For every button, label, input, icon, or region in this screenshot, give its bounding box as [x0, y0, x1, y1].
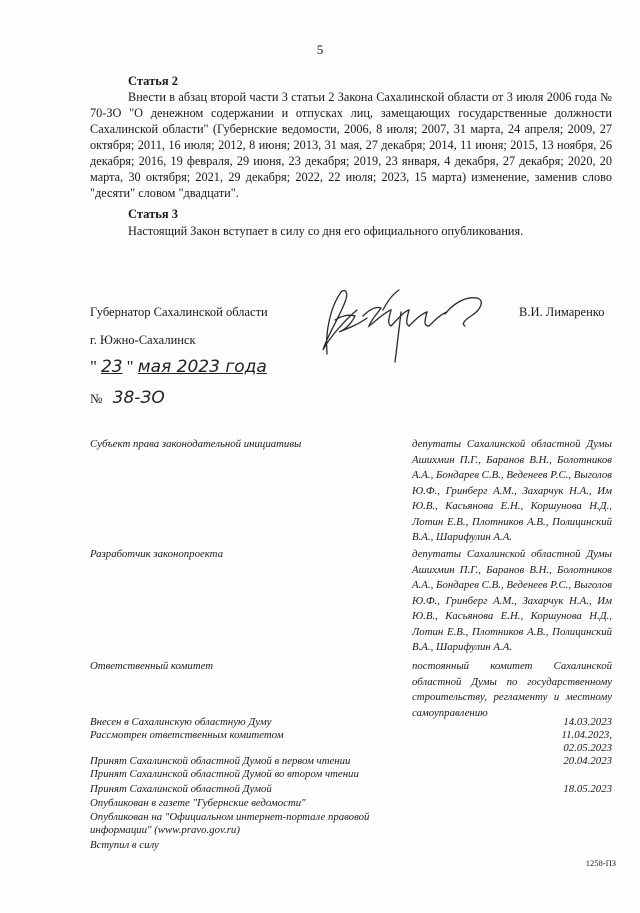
registry-row — [90, 811, 430, 836]
signing-city: г. Южно-Сахалинск — [90, 333, 196, 347]
registry-label: Внесен в Сахалинскую областную Думу — [90, 716, 272, 728]
date-close-quote: " — [126, 357, 134, 376]
registry-label: Рассмотрен ответственным комитетом — [90, 729, 284, 741]
document-code: 1258-ПЗ — [585, 858, 616, 868]
registry-label: Принят Сахалинской областной Думой в первом чтении — [90, 755, 351, 767]
article-3-text: Настоящий Закон вступает в силу со дня его официального опубликования. — [128, 224, 524, 238]
article-2-heading: Статья 2 — [128, 74, 178, 88]
number-label: № — [90, 391, 103, 406]
article-2-text: Внести в абзац второй части 3 статьи 2 Закона Сахалинской области от 3 июля 2006 года № 70-ЗО "О денежном содержании и отпусках лиц, замещающих государственные должности Сахалинской области" (Губернские ведомости, 2006, 8 июля; 2007, 31 марта, 24 апреля; 2009, 27 октября; 2011, 16 июля; 2012, 8 июня; 2013, 31 мая, 27 декабря; 2014, 11 июня; 2015, 13 ноября, 26 декабря; 2016, 19 февраля, 29 июня, 23 декабря; 2019, 23 января, 4 декабря, 27 декабря; 2020, 20 марта, 30 октября; 2021, 29 декабря; 2022, 22 июля; 2023, 15 марта) изменение, заменив слово "десяти" словом "двадцати". — [90, 90, 612, 200]
registry-value: 20.04.2023 — [563, 755, 612, 767]
registry-row — [90, 755, 612, 768]
date-month-year: мая 2023 года — [137, 357, 267, 377]
registry-row — [90, 839, 612, 852]
committee-value: постоянный комитет Сахалинской областной Думы по государственному строительству, регламенту и местному самоуправлению — [412, 660, 612, 719]
registry-row — [90, 768, 612, 781]
date-open-quote: " — [90, 357, 97, 376]
registry-value: 14.03.2023 — [563, 716, 612, 728]
developer-value: депутаты Сахалинской областной Думы Ашихмин П.Г., Баранов В.Н., Болотников А.А., Бондарев С.В., Веденеев Р.С., Выголов Ю.Ф., Гринберг А.М., Захарчук Н.А., Им Ю.В., Касьянова Е.Н., Коршунова Н.Д., Лотин Е.В., Плотников А.В., Полицинский В.А., Шарифулин А.А. — [412, 548, 612, 653]
committee-label: Ответственный комитет — [90, 660, 214, 672]
registry-value: 11.04.2023, 02.05.2023 — [561, 729, 612, 754]
registry-row — [90, 783, 612, 796]
signer-name: В.И. Лимаренко — [519, 305, 605, 319]
handwritten-signature — [305, 280, 495, 372]
initiative-subject-value: депутаты Сахалинской областной Думы Ашихмин П.Г., Баранов В.Н., Болотников А.А., Бондарев С.В., Веденеев Р.С., Выголов Ю.Ф., Гринберг А.М., Захарчук Н.А., Им Ю.В., Касьянова Е.Н., Коршунова Н.Д., Лотин Е.В., Плотников А.В., Полицинский В.А., Шарифулин А.А. — [412, 438, 612, 543]
registry-label: Опубликован на "Официальном интернет-портале правовой информации" (www.pravo.gov.ru) — [90, 811, 370, 836]
number-value: 38-ЗО — [112, 388, 165, 408]
date-day: 23 — [100, 357, 123, 377]
registry-value: 18.05.2023 — [563, 783, 612, 795]
article-3-heading: Статья 3 — [128, 207, 178, 221]
page-number: 5 — [316, 42, 324, 57]
registry-row — [90, 716, 612, 729]
registry-label: Вступил в силу — [90, 839, 159, 851]
signer-position: Губернатор Сахалинской области — [90, 305, 268, 319]
registry-label: Опубликован в газете "Губернские ведомости" — [90, 797, 306, 809]
registry-label: Принят Сахалинской областной Думой во втором чтении — [90, 768, 359, 780]
initiative-subject-label: Субъект права законодательной инициативы — [90, 438, 302, 450]
developer-label: Разработчик законопроекта — [90, 548, 223, 560]
law-number — [90, 388, 165, 408]
registry-row — [90, 797, 612, 810]
registry-row — [90, 729, 612, 754]
signing-date — [90, 357, 267, 377]
registry-label: Принят Сахалинской областной Думой — [90, 783, 272, 795]
